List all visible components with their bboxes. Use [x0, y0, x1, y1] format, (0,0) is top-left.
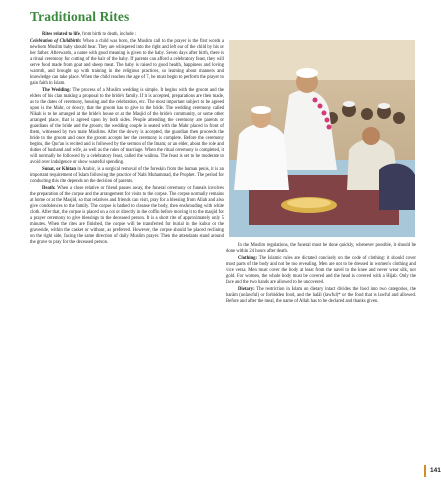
death-heading: Death:	[42, 185, 56, 191]
right-text-column	[226, 243, 416, 305]
sunat-paragraph	[30, 167, 224, 185]
wedding-text: The process of a Muslim wedding is simple. It begins with the groom and the elders of his clan making a proposal to the bride's family. If it is accepted, preparations are then made, as to the dates of ceremony, housing and the celebration, etc. The most important subject to be agreed upon is the Mahr, or dowry, that the groom has to give to the bride. The wedding ceremony called Nikah is to be arranged at the bride's house or at the Masjid of the bride's community, or some other arranged place, that is agreed upon by both sides. People attending the ceremony are parents or guardians of the bride and the groom; the wedding couple is seated with the Mahr placed in front of them, witnessed by two male Muslims. After the dowry is accepted, the guardian then proceeds the bride to the groom and once the groom accepts her the ceremony is complete. Before the ceremony begins, the Qur'an is recited and is followed by the sermon of the Imam; or an elder, about the role and duties of husband and wife, as well as the rules of marriage. When the ritual ceremony is completed, it will normally be followed by a celebratory feast, called the walima. The feast is set to be moderate to avoid over indulgence or show wasteful spending.	[30, 87, 224, 166]
dietary-heading: Dietary:	[238, 286, 255, 292]
page-title: Traditional Rites	[30, 9, 130, 24]
clothing-paragraph	[226, 256, 416, 286]
intro-lead: Rites related to life	[42, 32, 80, 37]
clothing-text: The Islamic rules are dictated concisely on the code of clothing: it should cover most parts of the body and not be too revealing. Men are not to be dressed in women's clothing and vice versa. Men must cover the body at least from the navel to the knee and never wear silk, nor gold. For women, the whole body must be covered and the head is covered with a Hijab. Only the face and the two hands are allowed to be uncovered.	[226, 255, 416, 285]
left-text-column	[30, 32, 224, 246]
dietary-text: The restriction in Islam on dietary intact divides the food into two categories, the harâm (unlawful) or forbidden food, and the halâl (lawful)* or the food that is lawful and allowed. Before and after the meal, the name of Allah has to be declared and thanks given.	[226, 286, 416, 304]
clothing-heading: Clothing:	[238, 255, 258, 261]
sunat-heading: Sunat, or Khitan	[42, 166, 76, 172]
wedding-paragraph	[30, 88, 224, 167]
page-number-accent-bar	[424, 465, 426, 477]
childbirth-heading: Celebration of Childbirth:	[30, 38, 82, 44]
intro-text: , from birth to death, include :	[79, 32, 137, 37]
intro-paragraph	[30, 32, 224, 38]
childbirth-paragraph	[30, 39, 224, 87]
dietary-paragraph	[226, 287, 416, 305]
death-text: When a close relative or friend passes away, the funeral ceremony or funeals involves the preparation of the corpse and the arrangement for visits to the corpse. The corpse normally remains at home or at the Masjid, so that relatives and friends can visit, pray for a blessing from Allah and also give condolences to the family. The corpse is bathed to cleanse the body, then enshrouding with white cloth. After that, the corpse is placed on a cot or directly in the coffin before moving it to the masjid for a prayer ceremony to give blessings to the deceased person. It is a short rite of approximately only 5 minutes. When the rites are finished, the corpse will be transferred for burial in the kubur or the graveside, within the casket or without, as preferred. However, the corpse should be placed reclining on the right side, facing the same direction of daily Muslim prayer. Then the attendants stand around the grave to pray for the deceased person.	[30, 185, 224, 245]
wedding-ceremony-photo	[229, 40, 415, 237]
childbirth-text: When a child was born, the Muslim call to the prayer is the first words a newborn Muslim baby should hear. They are whispered into the right and left ear of the child by his or her father. Afterwards, a name with good meaning is given to the baby. Seven days after birth, there is a ritual ceremony for cutting of the hair of the baby. If parents can afford a celebratory feast, they will serve food made from goat and sheep meat. The baby is raised to good health, happiness and loving warmth, and brought up with training in the religious practices, so learning about manners and knowledge can take place. When the child reaches the age of 7, he must begin to perform the prayer to gain faith in Islam.	[30, 38, 224, 86]
death-paragraph	[30, 186, 224, 246]
photo-illustration	[229, 40, 415, 237]
sunat-text: in Arabic, is a surgical removal of the foreskin from the human penis, it is an important requirement of Islam following the practice of Nabi Muhammad, the Prophet. The period for conducting this rite depends on the decision of parents.	[30, 166, 224, 184]
funeral-continuation: In the Muslim regulations, the funeral must be done quickly, whenever possible, it should be done within 24 hours after death.	[226, 243, 416, 255]
page-number: 141	[430, 467, 441, 474]
wedding-heading: The Wedding:	[42, 87, 71, 93]
